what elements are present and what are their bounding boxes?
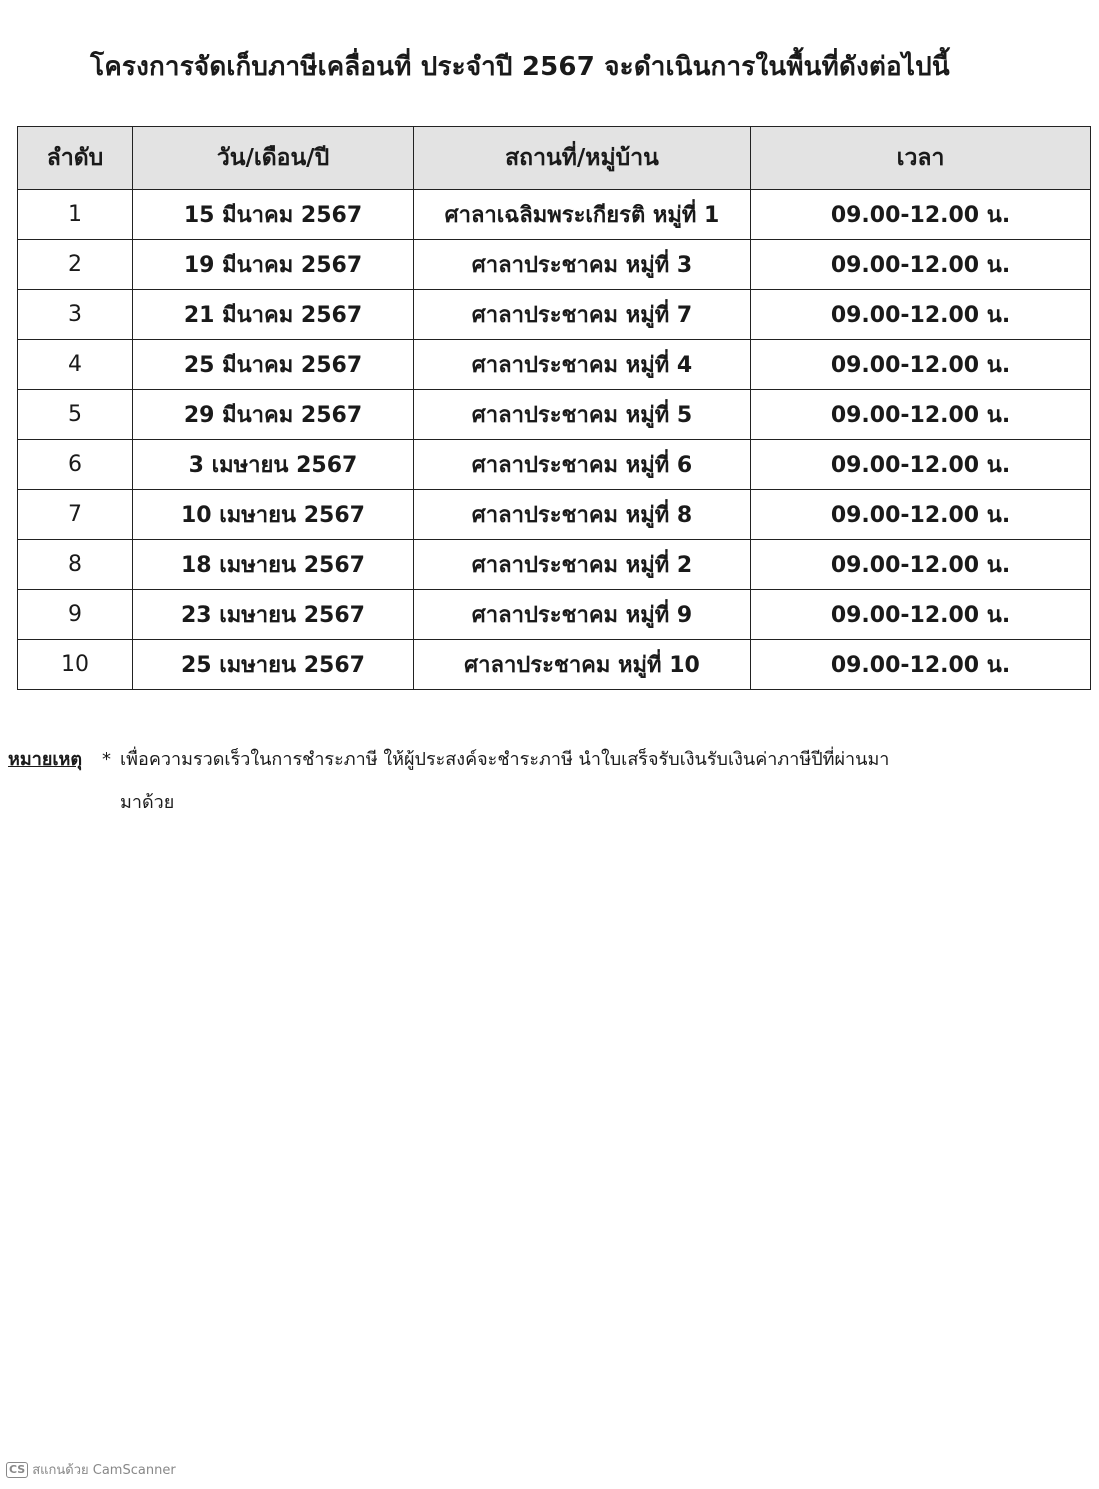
cell-place: ศาลาประชาคม หมู่ที่ 6: [414, 440, 751, 490]
cell-date: 25 มีนาคม 2567: [133, 340, 414, 390]
schedule-table: [17, 126, 1091, 690]
cell-date: 23 เมษายน 2567: [133, 590, 414, 640]
cell-date: 18 เมษายน 2567: [133, 540, 414, 590]
cell-place: ศาลาประชาคม หมู่ที่ 3: [414, 240, 751, 290]
table-row: [18, 590, 1091, 640]
header-time: เวลา: [751, 127, 1091, 190]
cell-order: 7: [18, 490, 133, 540]
cell-date: 10 เมษายน 2567: [133, 490, 414, 540]
table-row: [18, 390, 1091, 440]
watermark-text: สแกนด้วย CamScanner: [32, 1463, 176, 1478]
cell-time: 09.00-12.00 น.: [751, 490, 1091, 540]
cell-place: ศาลาเฉลิมพระเกียรติ หมู่ที่ 1: [414, 190, 751, 240]
table-row: [18, 190, 1091, 240]
table-row: [18, 290, 1091, 340]
cell-place: ศาลาประชาคม หมู่ที่ 2: [414, 540, 751, 590]
cell-time: 09.00-12.00 น.: [751, 340, 1091, 390]
cell-order: 6: [18, 440, 133, 490]
page-title: โครงการจัดเก็บภาษีเคลื่อนที่ ประจำปี 2567 จะดำเนินการในพื้นที่ดังต่อไปนี้: [90, 52, 950, 82]
cell-order: 9: [18, 590, 133, 640]
cell-time: 09.00-12.00 น.: [751, 290, 1091, 340]
cell-order: 2: [18, 240, 133, 290]
table-header-row: [18, 127, 1091, 190]
cell-date: 19 มีนาคม 2567: [133, 240, 414, 290]
cell-order: 1: [18, 190, 133, 240]
remark-label: หมายเหตุ: [8, 749, 83, 770]
cell-time: 09.00-12.00 น.: [751, 240, 1091, 290]
cell-place: ศาลาประชาคม หมู่ที่ 4: [414, 340, 751, 390]
camscanner-logo-icon: CS: [6, 1462, 28, 1478]
cell-date: 15 มีนาคม 2567: [133, 190, 414, 240]
remark-text: เพื่อความรวดเร็วในการชำระภาษี ให้ผู้ประสงค์จะชำระภาษี นำใบเสร็จรับเงินรับเงินค่าภาษีปีที่ผ่านมา: [120, 749, 890, 770]
cell-date: 29 มีนาคม 2567: [133, 390, 414, 440]
table-row: [18, 640, 1091, 690]
cell-order: 3: [18, 290, 133, 340]
cell-time: 09.00-12.00 น.: [751, 540, 1091, 590]
header-place: สถานที่/หมู่บ้าน: [414, 127, 751, 190]
table-row: [18, 490, 1091, 540]
remark-marker: *: [102, 749, 111, 770]
cell-order: 10: [18, 640, 133, 690]
cell-order: 5: [18, 390, 133, 440]
cell-time: 09.00-12.00 น.: [751, 190, 1091, 240]
cell-place: ศาลาประชาคม หมู่ที่ 7: [414, 290, 751, 340]
table-row: [18, 540, 1091, 590]
header-date: วัน/เดือน/ปี: [133, 127, 414, 190]
cell-time: 09.00-12.00 น.: [751, 440, 1091, 490]
cell-order: 8: [18, 540, 133, 590]
cell-time: 09.00-12.00 น.: [751, 390, 1091, 440]
header-order: ลำดับ: [18, 127, 133, 190]
cell-date: 25 เมษายน 2567: [133, 640, 414, 690]
cell-date: 3 เมษายน 2567: [133, 440, 414, 490]
table-row: [18, 440, 1091, 490]
cell-order: 4: [18, 340, 133, 390]
cell-time: 09.00-12.00 น.: [751, 640, 1091, 690]
table-row: [18, 340, 1091, 390]
cell-place: ศาลาประชาคม หมู่ที่ 9: [414, 590, 751, 640]
remark-line-1: [8, 744, 1088, 773]
remark: [8, 744, 1088, 816]
camscanner-watermark: [6, 1459, 176, 1480]
remark-line-2: มาด้วย: [120, 792, 175, 813]
table-row: [18, 240, 1091, 290]
cell-place: ศาลาประชาคม หมู่ที่ 5: [414, 390, 751, 440]
cell-time: 09.00-12.00 น.: [751, 590, 1091, 640]
cell-place: ศาลาประชาคม หมู่ที่ 10: [414, 640, 751, 690]
cell-place: ศาลาประชาคม หมู่ที่ 8: [414, 490, 751, 540]
cell-date: 21 มีนาคม 2567: [133, 290, 414, 340]
